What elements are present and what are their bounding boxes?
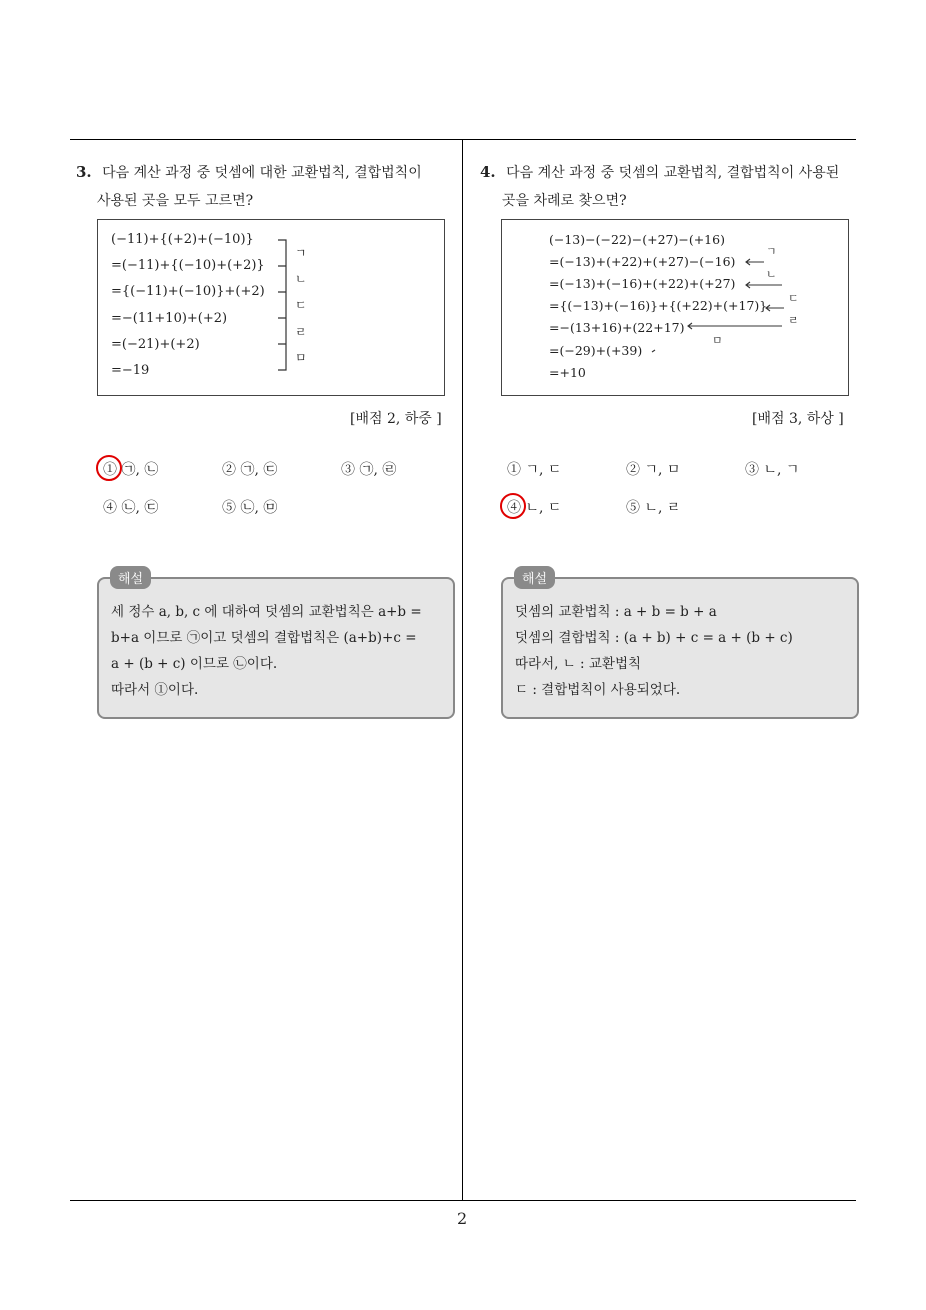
choice-3[interactable]: ③ ㄴ, ㄱ	[745, 462, 800, 478]
question-text-2: 사용된 곳을 모두 고르면?	[97, 193, 254, 209]
step-mark: ㄴ	[766, 268, 777, 281]
question-text-2: 곳을 차례로 찾으면?	[502, 193, 627, 209]
step: ={(−13)+(−16)}+{(+22)+(+17)}	[549, 298, 768, 313]
answer-circle	[500, 493, 526, 519]
solution-line: 세 정수 a, b, c 에 대하여 덧셈의 교환법칙은 a+b =	[111, 604, 422, 620]
step-mark: ㅁ	[712, 334, 723, 347]
step: =(−21)+(+2)	[111, 337, 200, 352]
choice-2[interactable]: ② ㄱ, ㅁ	[626, 462, 681, 478]
step: =−(11+10)+(+2)	[111, 311, 228, 326]
question-number: 3.	[76, 163, 92, 181]
solution-line: ㄷ : 결합법칙이 사용되었다.	[515, 682, 681, 698]
step-mark: ㄷ	[788, 292, 799, 305]
step-mark: ㄴ	[295, 272, 307, 286]
choice-5[interactable]: ⑤ ㉡, ㉤	[222, 500, 278, 516]
choice-1[interactable]: ① ㄱ, ㄷ	[507, 462, 562, 478]
step: =(−11)+{(−10)+(+2)}	[111, 258, 265, 273]
solution-line: a + (b + c) 이므로 ㉡이다.	[111, 656, 278, 672]
solution-label: 해설	[110, 566, 151, 589]
choice-5[interactable]: ⑤ ㄴ, ㄹ	[626, 500, 681, 516]
step: =(−29)+(+39)	[549, 343, 643, 358]
step-mark: ㄱ	[295, 246, 307, 260]
step-mark: ㄷ	[295, 298, 307, 312]
solution-line: 따라서 ①이다.	[111, 682, 199, 698]
solution-line: 덧셈의 교환법칙 : a + b = b + a	[515, 604, 717, 620]
step-mark: ㄱ	[766, 245, 777, 258]
solution-line: b+a 이므로 ㉠이고 덧셈의 결합법칙은 (a+b)+c =	[111, 630, 417, 646]
choice-1[interactable]: ① ㉠, ㉡	[103, 462, 159, 478]
choice-4[interactable]: ④ ㉡, ㉢	[103, 500, 159, 516]
choice-4[interactable]: ④ ㄴ, ㄷ	[507, 500, 562, 516]
choice-3[interactable]: ③ ㉠, ㉣	[341, 462, 397, 478]
question-number: 4.	[480, 163, 496, 181]
solution-label: 해설	[514, 566, 555, 589]
solution-line: 따라서, ㄴ : 교환법칙	[515, 656, 642, 672]
score-label: [배점 3, 하상 ]	[752, 411, 844, 427]
step: ={(−11)+(−10)}+(+2)	[111, 284, 265, 299]
choice-2[interactable]: ② ㉠, ㉢	[222, 462, 278, 478]
step-mark: ㄹ	[295, 325, 307, 339]
page-number: 2	[457, 1209, 468, 1228]
step: =(−13)+(+22)+(+27)−(−16)	[549, 254, 736, 269]
solution-line: 덧셈의 결합법칙 : (a + b) + c = a + (b + c)	[515, 630, 793, 646]
step: =+10	[549, 365, 586, 380]
step-mark: ㄹ	[788, 314, 799, 327]
score-label: [배점 2, 하중 ]	[350, 411, 442, 427]
step: =−(13+16)+(22+17)	[549, 320, 685, 335]
step: =(−13)+(−16)+(+22)+(+27)	[549, 276, 736, 291]
question-text: 다음 계산 과정 중 덧셈에 대한 교환법칙, 결합법칙이	[102, 165, 422, 181]
step: (−13)−(−22)−(+27)−(+16)	[549, 232, 725, 247]
step: (−11)+{(+2)+(−10)}	[111, 232, 254, 247]
question-text: 다음 계산 과정 중 덧셈의 교환법칙, 결합법칙이 사용된	[506, 165, 840, 181]
step-mark: ㅁ	[295, 351, 307, 365]
step: =−19	[111, 363, 150, 378]
